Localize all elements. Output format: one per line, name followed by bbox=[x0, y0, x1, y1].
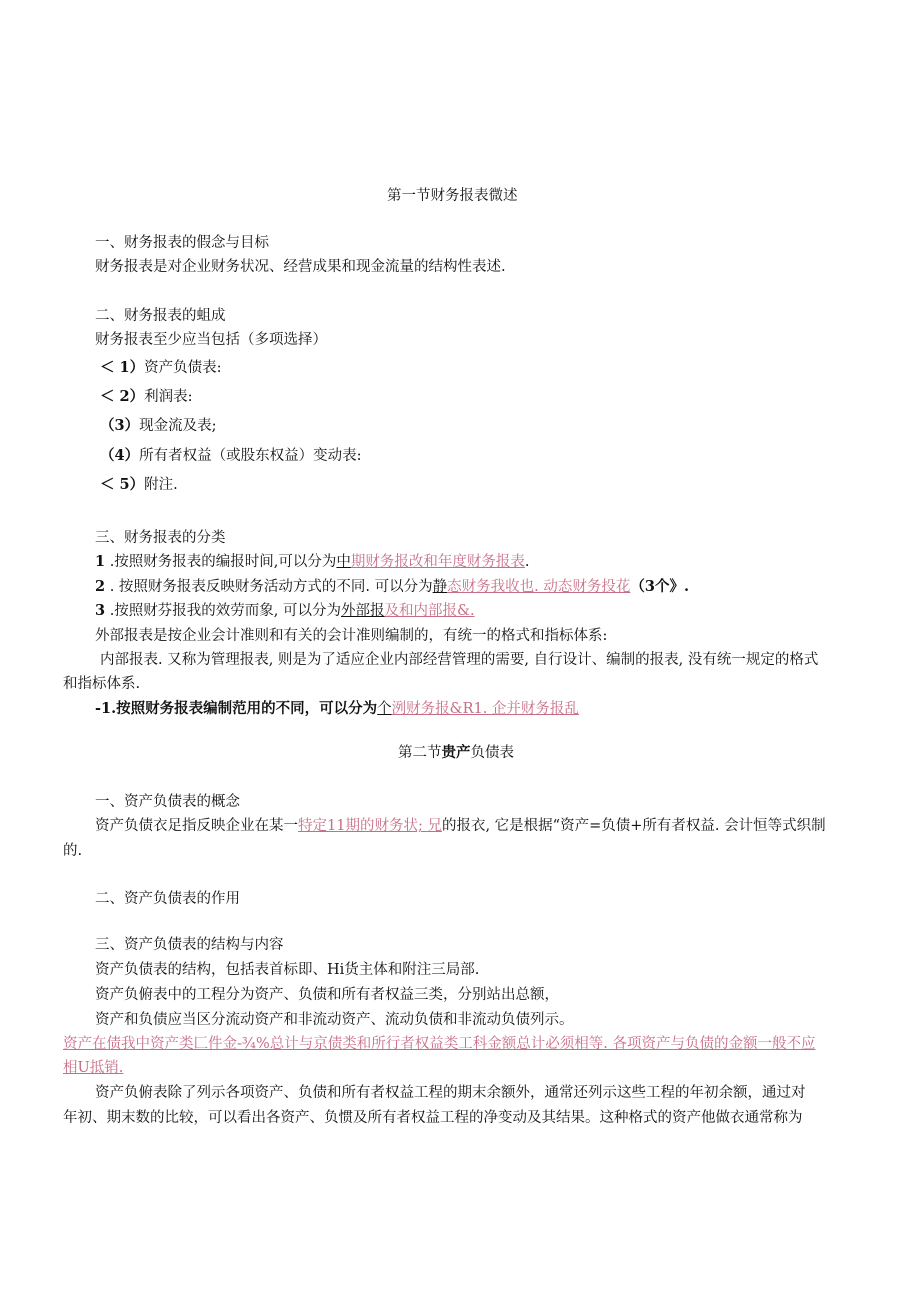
paragraph-text: 的报衣, 它是根据“资产=负债+所有者权益. 会计恒等式织制 bbox=[441, 818, 826, 834]
item-number: 2 bbox=[95, 578, 106, 595]
list-item-mark: ＜ 5） bbox=[100, 476, 145, 493]
paragraph-text: 资产负债衣足指反映企业在某一 bbox=[95, 818, 298, 834]
title-part-bold: 贵产 bbox=[441, 744, 471, 761]
section1-title: 第一节财务报表微述 bbox=[387, 188, 518, 204]
underlined-text: 个 bbox=[377, 701, 392, 717]
section2-title bbox=[398, 743, 514, 763]
item-text: .按照财芬报我的效劳而象, 可以分为 bbox=[105, 603, 342, 619]
underlined-text: 静 bbox=[432, 579, 448, 595]
list-item-text: 利润表: bbox=[144, 389, 193, 405]
item-number: 1 bbox=[95, 553, 106, 570]
highlighted-paragraph-cont: 相U抵销. bbox=[63, 1060, 124, 1076]
item-text: .按照财务报表的编报时间,可以分为 bbox=[105, 554, 337, 570]
highlighted-text: 态财务我收也. 动态财务投花 bbox=[447, 579, 631, 595]
item-text: . 按照财务报表反映财务活动方式的不同. 可以分为 bbox=[105, 579, 433, 595]
list-item-mark: ＜ 1） bbox=[100, 359, 145, 376]
highlighted-text: 特定11期的财务状; 兄 bbox=[298, 818, 442, 834]
item-text-end: （3个》. bbox=[630, 578, 689, 595]
item-text-end: . bbox=[524, 554, 530, 570]
item-text: -1.按照财务报表编制范用的不同，可以分为 bbox=[95, 700, 378, 717]
paragraph-composition-intro: 财务报表至少应当包括（多项选择） bbox=[95, 332, 327, 348]
list-item bbox=[100, 446, 361, 466]
list-item bbox=[100, 475, 178, 495]
heading-composition: 二、财务报表的蛆成 bbox=[95, 308, 226, 324]
title-part: 负债表 bbox=[470, 745, 514, 761]
list-item-mark: （4） bbox=[100, 447, 140, 464]
highlighted-text: 及和内部报&. bbox=[384, 603, 475, 619]
paragraph-internal-reports: 内部报表. 又称为管理报表, 则是为了适应企业内部经营管理的需要, 自行设计、编制的报表, 没有统一规定的格式 bbox=[100, 652, 819, 668]
list-item-text: 附注. bbox=[144, 477, 178, 493]
paragraph-internal-reports-cont: 和指标体系. bbox=[63, 676, 141, 692]
title-part: 第二节 bbox=[398, 745, 442, 761]
paragraph-balance-concept-cont: 的. bbox=[63, 843, 83, 859]
heading-balance-structure: 三、资产负债表的结构与内容 bbox=[95, 937, 284, 953]
highlighted-text: 洌财务报&R1. 企并财务报乱 bbox=[391, 701, 579, 717]
list-item bbox=[100, 358, 222, 378]
paragraph-structure: 资产负债表的结构，包括表首标即、Hi货主体和附注三局部. bbox=[95, 962, 480, 978]
classification-item-4 bbox=[95, 699, 579, 719]
paragraph-external-reports: 外部报表是按企业会计准则和有关的会计准则编制的，有统一的格式和指标体系: bbox=[95, 628, 608, 644]
paragraph-current-noncurrent: 资产和负债应当区分流动资产和非流动资产、流动负债和非流动负债列示。 bbox=[95, 1012, 574, 1028]
list-item-text: 资产负债表: bbox=[144, 360, 222, 376]
list-item-mark: ＜ 2） bbox=[100, 388, 145, 405]
paragraph-items: 资产负俯表中的工程分为资产、负债和所有者权益三类，分别站出总额， bbox=[95, 987, 559, 1003]
paragraph-format: 资产负俯表除了列示各项资产、负债和所有者权益工程的期末余额外，通常还列示这些工程的年初余额，通过对 bbox=[95, 1085, 806, 1101]
paragraph-format-cont: 年初、期末数的比较，可以看出各资产、负惯及所有者权益工程的净变动及其结果。这种格式的资产他做衣通常称为 bbox=[63, 1110, 803, 1126]
underlined-text: 外部报 bbox=[341, 603, 385, 619]
classification-item-3 bbox=[95, 601, 475, 621]
paragraph-balance-concept bbox=[95, 816, 826, 836]
underlined-text: 中 bbox=[336, 554, 351, 570]
heading-concept: 一、财务报表的假念与目标 bbox=[95, 235, 269, 251]
list-item-text: 现金流及表; bbox=[139, 418, 217, 434]
paragraph-definition: 财务报表是对企业财务状况、经营成果和现金流量的结构性表述. bbox=[95, 259, 506, 275]
item-number: 3 bbox=[95, 602, 106, 619]
heading-balance-function: 二、资产负债表的作用 bbox=[95, 891, 240, 907]
highlighted-paragraph: 资产在债我中资产类匚件金-¾%总计与京债类和所行者权益类工科金额总计必须相等. 各项资产与负债的金额一般不应 bbox=[63, 1036, 816, 1052]
list-item-mark: （3） bbox=[100, 417, 140, 434]
list-item bbox=[100, 416, 216, 436]
heading-balance-concept: 一、资产负债表的概念 bbox=[95, 794, 240, 810]
classification-item-1 bbox=[95, 552, 530, 572]
classification-item-2 bbox=[95, 577, 689, 597]
list-item-text: 所有者权益（或股东权益）变动表: bbox=[139, 448, 362, 464]
highlighted-text: 期财务报改和年度财务报表 bbox=[350, 554, 525, 570]
list-item bbox=[100, 387, 193, 407]
heading-classification: 三、财务报表的分类 bbox=[95, 530, 226, 546]
